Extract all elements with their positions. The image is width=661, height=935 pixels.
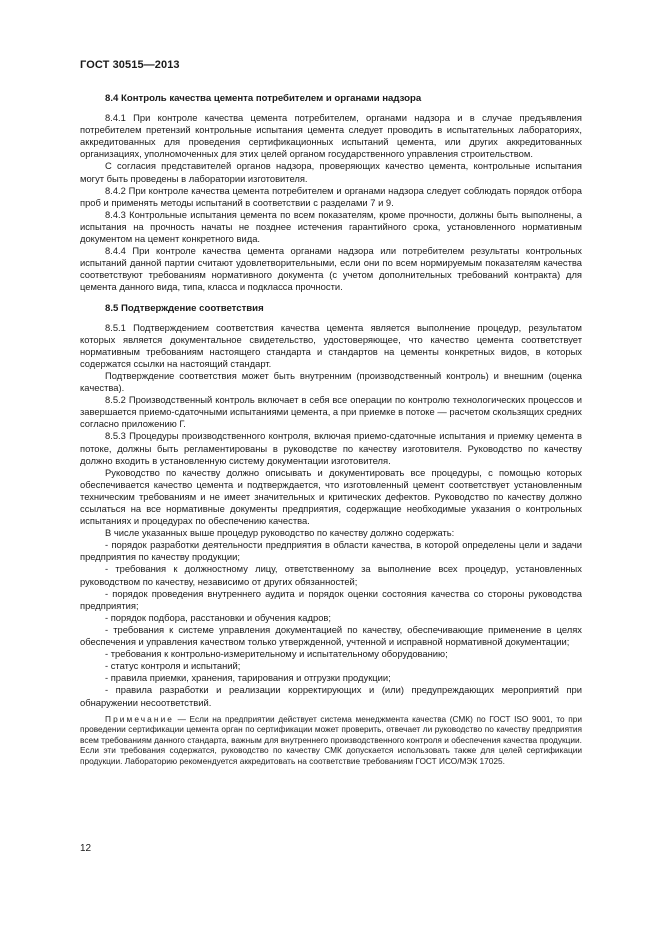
list-item: - требования к контрольно-измерительному и испытательному оборудованию;: [105, 648, 448, 660]
paragraph: Подтверждение соответствия может быть внутренним (производственный контроль) и внешним (оценка качества).: [80, 369, 582, 394]
note-text: — Если на предприятии действует система менеджмента качества (СМК) по ГОСТ ISO 9001, то при проведении сертификации цемента орган по сертификации может проверить, отвечает ли руководство по качеству предприятия всем требованиям данного стандарта, важным для внутреннего производственного контроля и обеспечения качества продукции. Если эти требования содержатся, руководство по качеству СМК допускается использовать также для целей сертификации продукции. Лабораторию рекомендуется аккредитовать на соответствие требованиям ГОСТ ИСО/МЭК 17025.: [80, 713, 582, 766]
list-item: - правила приемки, хранения, тарирования и отгрузки продукции;: [105, 672, 391, 684]
page-number: 12: [80, 843, 92, 854]
paragraph: С согласия представителей органов надзора, проверяющих качество цемента, контрольные испытания могут быть проведены в лаборатории изготовителя.: [80, 160, 582, 184]
list-item: - порядок проведения внутреннего аудита и порядок оценки состояния качества со стороны руководства предприятия;: [80, 587, 582, 611]
section-8-5-content: [80, 322, 582, 767]
list-item: - порядок разработки деятельности предприятия в области качества, в которой определены цели и задачи предприятия по качеству продукции;: [80, 539, 582, 563]
procedures-list: [80, 539, 582, 708]
section-heading-8-5: 8.5 Подтверждение соответствия: [105, 302, 264, 314]
paragraph: 8.5.3 Процедуры производственного контроля, включая приемо-сдаточные испытания и приемку цемента в потоке, должны быть регламентированы в руководстве по качеству изготовителя. Руководство по качеству должно входить в установленную систему документации изготовителя.: [80, 430, 582, 466]
paragraph: 8.4.1 При контроле качества цемента потребителем, органами надзора и в случае предъявления потребителем претензий контрольные испытания цемента следует проводить в испытательных лабораториях, аккредитованных для проведения сертификационных испытаний цемента, или других аккредитованных организациях, уполномоченных для этих целей органом государственного управления строительством.: [80, 112, 582, 160]
document-body: [80, 93, 582, 775]
paragraph: В числе указанных выше процедур руководство по качеству должно содержать:: [105, 527, 455, 539]
paragraph: 8.4.3 Контрольные испытания цемента по всем показателям, кроме прочности, должны быть выполнены, а испытания на прочность начаты не позднее истечения гарантийного срока, установленного нормативным документом на цемент конкретного вида.: [80, 208, 582, 245]
document-header: ГОСТ 30515—2013: [80, 59, 180, 71]
list-item: - требования к системе управления документацией по качеству, обеспечивающие применение в целях обеспечения и управления качеством только утвержденной, учтенной и исправной нормативной документации;: [80, 623, 582, 648]
list-item: - правила разработки и реализации корректирующих и (или) предупреждающих мероприятий при обнаружении несоответствий.: [80, 684, 582, 708]
section-heading-8-4: 8.4 Контроль качества цемента потребителем и органами надзора: [105, 93, 422, 104]
paragraph: 8.5.1 Подтверждением соответствия качества цемента является выполнение процедур, результатом которых является документальное свидетельство, удостоверяющее, что качество цемента соответствует нормативным требованиям настоящего стандарта и стандартов на цементы конкретных видов, в которых содержатся ссылки на настоящий стандарт.: [80, 321, 582, 369]
list-item: - требования к должностному лицу, ответственному за выполнение всех процедур, установленных руководством по качеству, независимо от других обязанностей;: [80, 563, 582, 587]
paragraph: 8.5.2 Производственный контроль включает в себя все операции по контролю технологических процессов и завершается приемо-сдаточными испытаниями цемента, а при приемке в потоке — расчетом скользящих средних согласно приложению Г.: [80, 394, 582, 430]
paragraph: 8.4.4 При контроле качества цемента органами надзора или потребителем результаты контрольных испытаний данной партии считают удовлетворительными, если они по всем нормируемым показателям качества соответствуют требованиям нормативного документа (с учетом дополнительных требований контракта) для цемента данного вида, типа, класса и подкласса прочности.: [80, 245, 582, 293]
paragraph: Руководство по качеству должно описывать и документировать все процедуры, с помощью которых обеспечивается качество цемента и подтверждается, что изготовленный цемент соответствует установленным техническим требованиям и не имеет значительных и критических дефектов. Руководство по качеству должно ссылаться на все нормативные документы предприятия, содержащие необходимые указания о контрольных испытаниях и процедурах по обеспечению качества.: [80, 466, 582, 527]
note-label: Примечание: [105, 713, 175, 724]
paragraph: 8.4.2 При контроле качества цемента потребителем и органами надзора следует соблюдать порядок отбора проб и применять методы испытаний в соответствии с разделами 7 и 9.: [80, 184, 582, 208]
note: [80, 714, 582, 767]
list-item: - порядок подбора, расстановки и обучения кадров;: [105, 611, 331, 623]
section-8-4-content: [80, 112, 582, 293]
list-item: - статус контроля и испытаний;: [105, 660, 241, 672]
